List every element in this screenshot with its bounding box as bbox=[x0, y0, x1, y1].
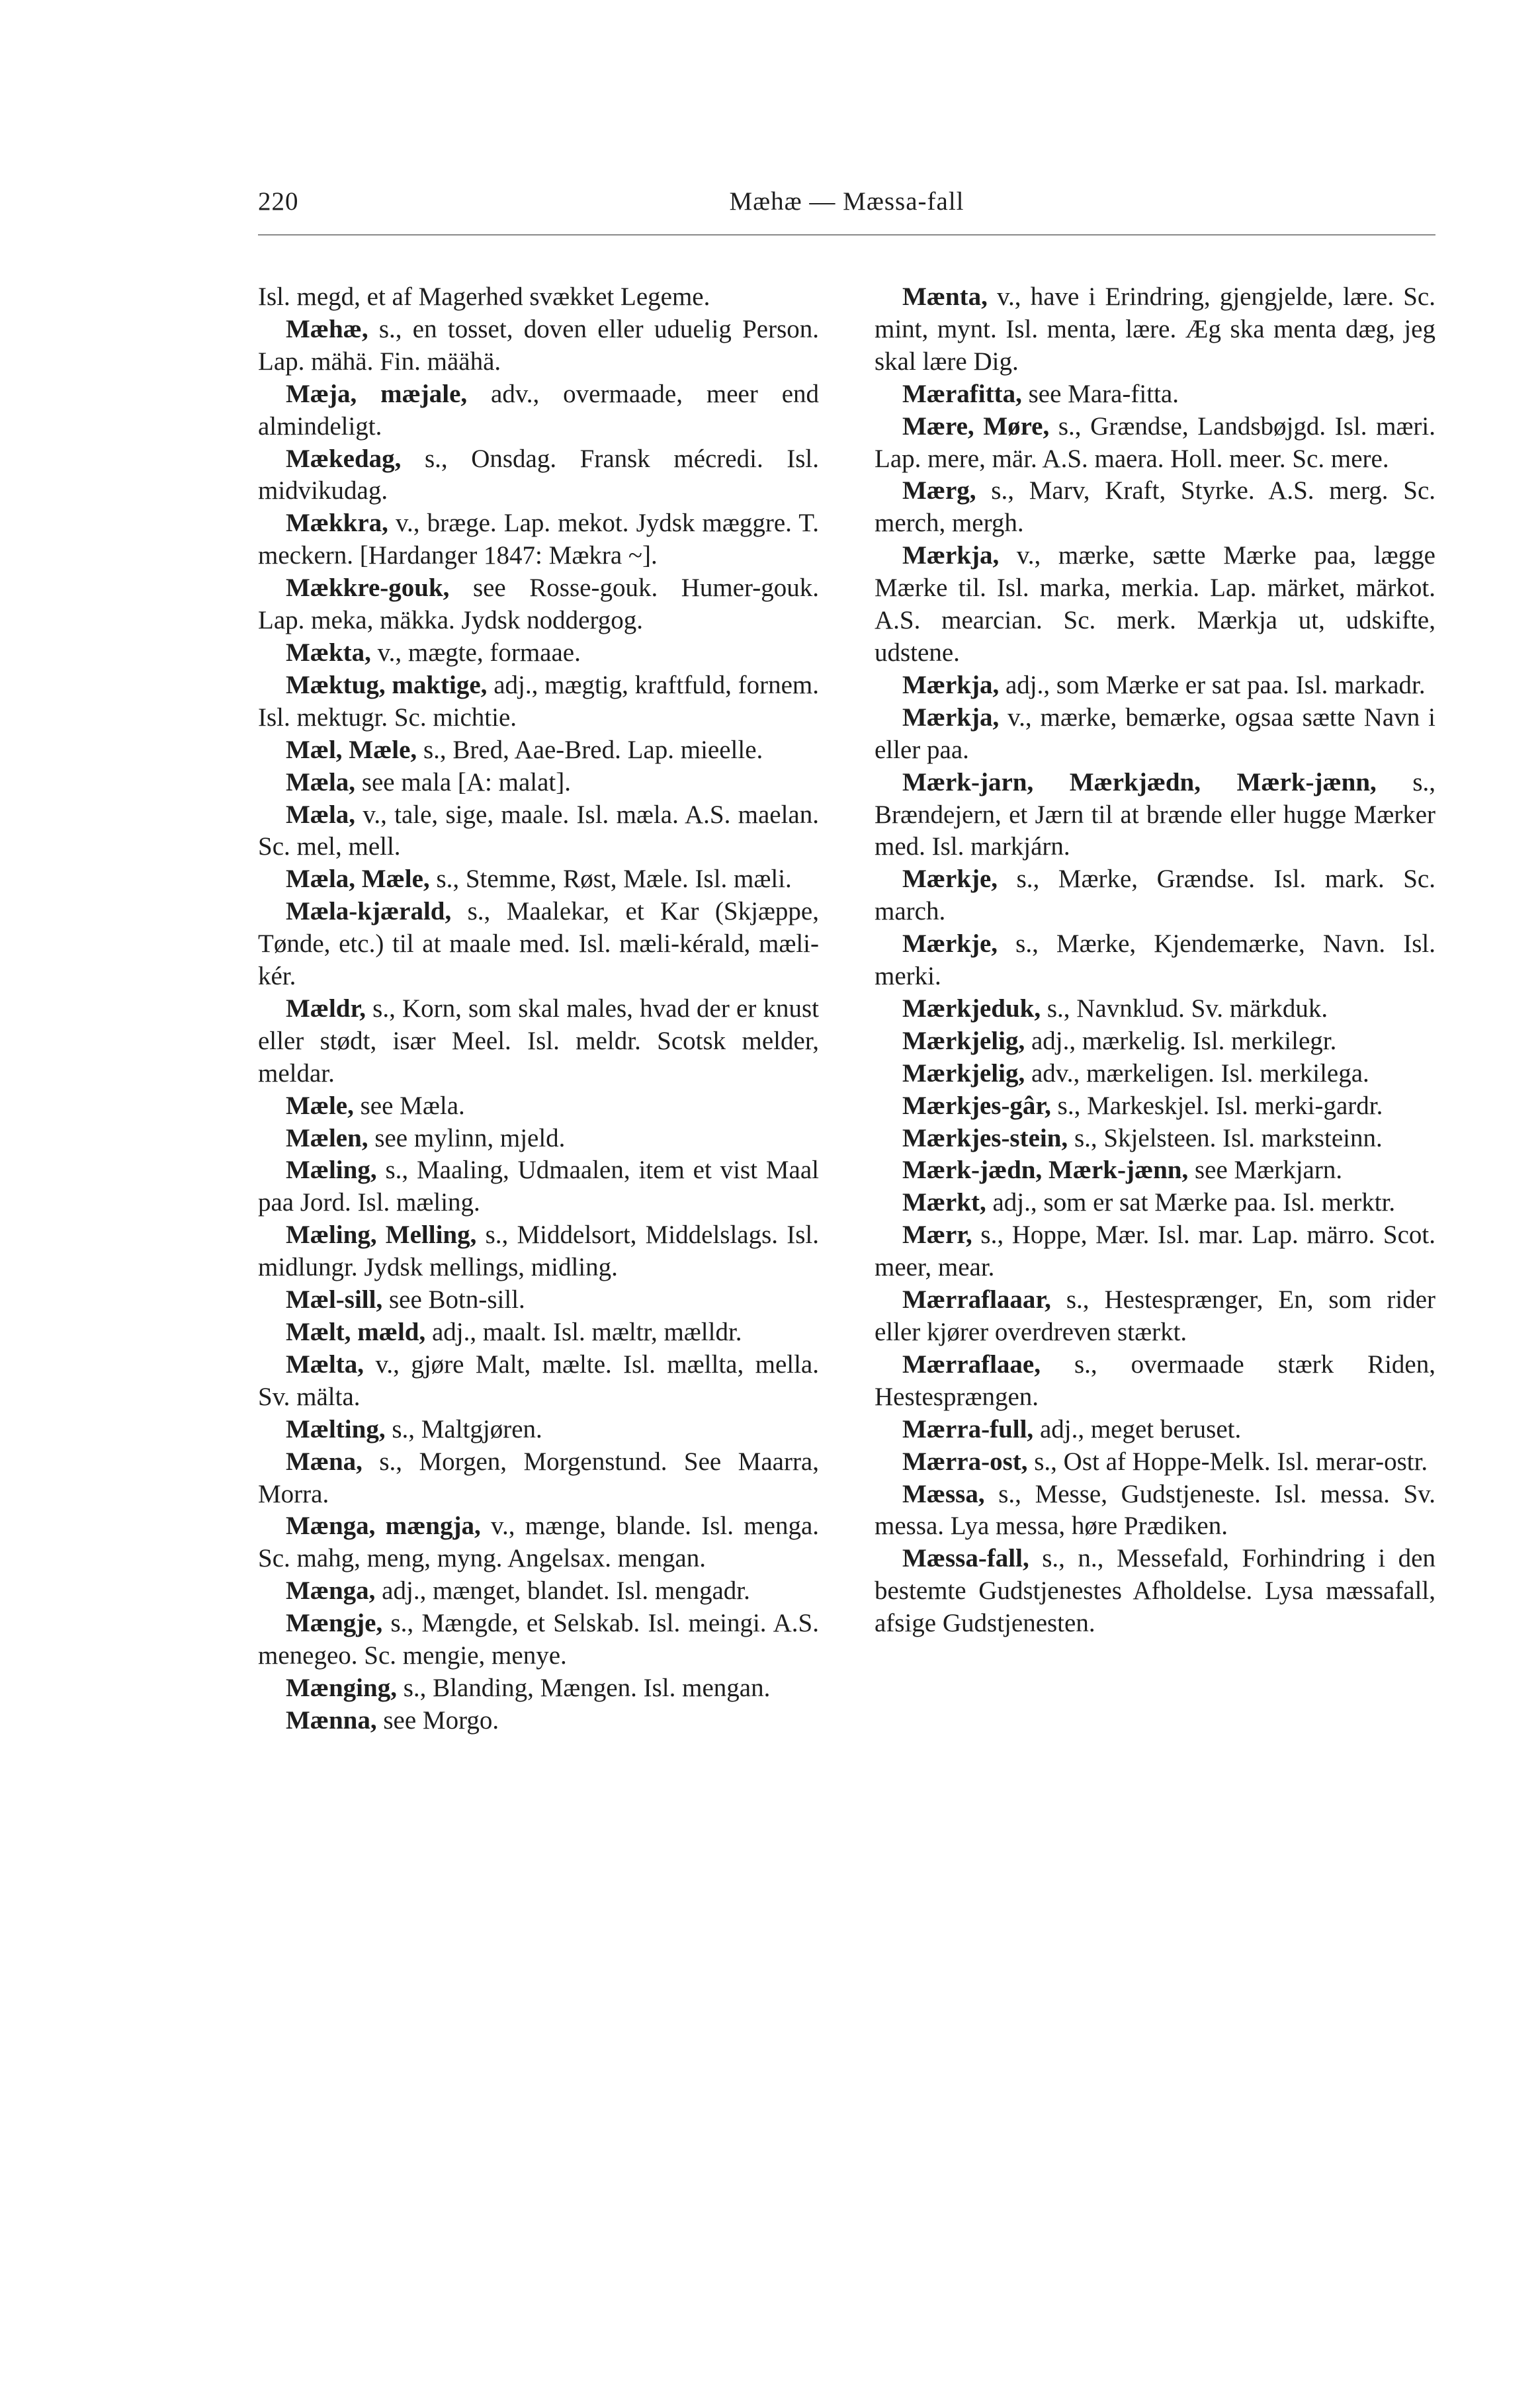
entry-text: v., mægte, formaae. bbox=[370, 638, 581, 667]
entry-text: v., gjøre Malt, mælte. Isl. mællta, mella. Sv. mälta. bbox=[258, 1350, 826, 1411]
dictionary-entry bbox=[875, 1219, 1442, 1284]
entry-text: adj., mægtig, kraftfuld, fornem. Isl. mektugr. Sc. michtie. bbox=[258, 670, 826, 732]
entry-headword: Mærk-jædn, Mærk-jænn, bbox=[902, 1156, 1189, 1185]
entry-headword: Mæssa-fall, bbox=[902, 1544, 1029, 1573]
entry-headword: Mækkre-gouk, bbox=[286, 574, 450, 603]
entry-text: s., Brændejern, et Jærn til at brænde eller hugge Mærker med. Isl. markjárn. bbox=[875, 767, 1442, 861]
dictionary-entry bbox=[258, 637, 819, 669]
header-rule bbox=[258, 234, 1435, 236]
entry-headword: Mælen, bbox=[286, 1123, 368, 1152]
entry-headword: Mærkja, bbox=[902, 670, 1000, 699]
entry-headword: Mæla, bbox=[286, 800, 356, 829]
entry-text: s., Middelsort, Middelslags. Isl. midlungr. Jydsk mellings, midling. bbox=[258, 1221, 826, 1282]
entry-text: s., Marv, Kraft, Styrke. A.S. merg. Sc. merch, mergh. bbox=[875, 476, 1442, 538]
entry-text: see Rosse-gouk. Humer-gouk. Lap. meka, mäkka. Jydsk noddergog. bbox=[258, 574, 826, 635]
dictionary-entry bbox=[875, 928, 1442, 993]
entry-headword: Mænga, bbox=[286, 1576, 376, 1606]
entry-text: v., mænge, blande. Isl. menga. Sc. mahg, meng, myng. Angelsax. mengan. bbox=[258, 1512, 826, 1573]
entry-text: adj., mænget, blandet. Isl. mengadr. bbox=[375, 1576, 750, 1606]
entry-headword: Mælting, bbox=[286, 1414, 386, 1443]
entry-headword: Mæling, Melling, bbox=[286, 1221, 477, 1250]
entry-text: s., Stemme, Røst, Mæle. Isl. mæli. bbox=[429, 865, 792, 894]
entry-text: see mala [A: malat]. bbox=[355, 767, 572, 796]
dictionary-entry bbox=[258, 734, 819, 767]
entry-headword: Mærraflaaar, bbox=[902, 1285, 1051, 1314]
entry-headword: Mæla, bbox=[286, 767, 356, 796]
dictionary-entry bbox=[258, 314, 826, 378]
entry-headword: Mæla-kjærald, bbox=[286, 897, 452, 926]
dictionary-entry bbox=[258, 1672, 819, 1705]
dictionary-entry bbox=[875, 281, 1442, 378]
entry-text: v., tale, sige, maale. Isl. mæla. A.S. maelan. Sc. mel, mell. bbox=[258, 800, 826, 861]
entry-headword: Mærkja, bbox=[902, 541, 1000, 570]
entry-headword: Mænging, bbox=[286, 1673, 397, 1702]
entry-text: s., Skjelsteen. Isl. marksteinn. bbox=[1068, 1123, 1383, 1152]
entry-headword: Mærkja, bbox=[902, 703, 1000, 732]
entry-text: see Mærkjarn. bbox=[1188, 1156, 1343, 1185]
dictionary-entry bbox=[875, 1123, 1435, 1155]
dictionary-entry bbox=[258, 1219, 826, 1284]
entry-headword: Mærk-jarn, Mærkjædn, Mærk-jænn, bbox=[902, 767, 1377, 796]
entry-headword: Mærkje, bbox=[902, 865, 998, 894]
entry-headword: Mærg, bbox=[902, 476, 976, 505]
left-column bbox=[258, 281, 826, 1737]
entry-text: s., Maltgjøren. bbox=[385, 1414, 542, 1443]
entry-text: s., overmaade stærk Riden, Hestesprængen. bbox=[875, 1350, 1442, 1411]
entry-text: adj., som er sat Mærke paa. Isl. merktr. bbox=[986, 1188, 1396, 1217]
entry-headword: Mæhæ, bbox=[286, 314, 368, 343]
dictionary-entry bbox=[875, 1543, 1442, 1640]
entry-headword: Mænga, mængja, bbox=[286, 1512, 481, 1541]
dictionary-entry bbox=[875, 1187, 1435, 1219]
dictionary-entry bbox=[875, 540, 1442, 669]
entry-text: see Mæla. bbox=[353, 1091, 465, 1120]
dictionary-entry bbox=[258, 572, 826, 637]
entry-headword: Mæja, mæjale, bbox=[286, 379, 468, 408]
entry-headword: Mæna, bbox=[286, 1447, 363, 1476]
dictionary-entry bbox=[258, 1510, 826, 1575]
entry-headword: Mærra-full, bbox=[902, 1414, 1034, 1443]
dictionary-entry bbox=[258, 281, 819, 314]
entry-text: s., Mængde, et Selskab. Isl. meingi. A.S. menegeo. Sc. mengie, menye. bbox=[258, 1609, 826, 1670]
dictionary-entry bbox=[875, 1025, 1435, 1058]
dictionary-entry bbox=[258, 669, 826, 734]
entry-headword: Mæktug, maktige, bbox=[286, 670, 488, 699]
entry-text: see mylinn, mjeld. bbox=[368, 1123, 566, 1152]
entry-headword: Mækedag, bbox=[286, 444, 402, 473]
dictionary-entry bbox=[258, 1705, 819, 1737]
entry-text: s., Maalekar, et Kar (Skjæppe, Tønde, etc.) til at maale med. Isl. mæli-kérald, mæli-kér. bbox=[258, 897, 826, 991]
dictionary-entry bbox=[875, 378, 1435, 411]
dictionary-entry bbox=[875, 1090, 1435, 1123]
page-number: 220 bbox=[258, 187, 299, 216]
entry-text: s., Bred, Aae-Bred. Lap. mieelle. bbox=[417, 735, 763, 764]
entry-headword: Mælta, bbox=[286, 1350, 364, 1379]
entry-headword: Mæl-sill, bbox=[286, 1285, 383, 1314]
dictionary-entry bbox=[258, 896, 826, 993]
entry-headword: Mæla, Mæle, bbox=[286, 865, 430, 894]
page-header bbox=[258, 187, 1435, 225]
dictionary-entry bbox=[875, 702, 1442, 767]
entry-headword: Mænta, bbox=[902, 282, 988, 311]
entry-text: s., Messe, Gudstjeneste. Isl. messa. Sv. messa. Lya messa, høre Prædiken. bbox=[875, 1479, 1442, 1541]
dictionary-entry bbox=[258, 1414, 819, 1446]
entry-headword: Mærkjes-stein, bbox=[902, 1123, 1068, 1152]
dictionary-entry bbox=[875, 669, 1435, 702]
dictionary-entry bbox=[875, 475, 1442, 540]
entry-text: s., Ost af Hoppe-Melk. Isl. merar-ostr. bbox=[1027, 1447, 1428, 1476]
dictionary-entry bbox=[258, 1316, 819, 1349]
entry-headword: Mænna, bbox=[286, 1705, 377, 1735]
entry-text: s., Onsdag. Fransk mécredi. Isl. midvikudag. bbox=[258, 444, 826, 505]
dictionary-entry bbox=[258, 863, 819, 896]
dictionary-entry bbox=[258, 1446, 826, 1511]
dictionary-entry bbox=[258, 1608, 826, 1672]
dictionary-entry bbox=[875, 767, 1442, 864]
entry-text: v., mærke, sætte Mærke paa, lægge Mærke til. Isl. marka, merkia. Lap. märket, märkot. A.S. mearcian. Sc. merk. Mærkja ut, udskifte, udstene. bbox=[875, 541, 1442, 667]
dictionary-entry bbox=[875, 1349, 1442, 1414]
dictionary-entry bbox=[875, 863, 1442, 928]
entry-text: s., Markeskjel. Isl. merki-gardr. bbox=[1050, 1091, 1383, 1120]
entry-text: adj., meget beruset. bbox=[1033, 1414, 1242, 1443]
entry-text: adj., mærkelig. Isl. merkilegr. bbox=[1025, 1026, 1337, 1055]
entry-headword: Mærafitta, bbox=[902, 379, 1022, 408]
dictionary-entry bbox=[258, 1154, 826, 1219]
entry-headword: Mækkra, bbox=[286, 509, 388, 538]
dictionary-entry bbox=[875, 1154, 1435, 1187]
entry-text: v., have i Erindring, gjengjelde, lære. Sc. mint, mynt. Isl. menta, lære. Æg ska menta dæg, jeg skal lære Dig. bbox=[875, 282, 1442, 376]
entry-headword: Mærkjes-gâr, bbox=[902, 1091, 1051, 1120]
entry-headword: Mære, Møre, bbox=[902, 411, 1050, 441]
dictionary-entry bbox=[258, 1575, 819, 1608]
entry-text: s., en tosset, doven eller uduelig Person. Lap. mähä. Fin. määhä. bbox=[258, 314, 826, 376]
entry-headword: Mængje, bbox=[286, 1609, 383, 1638]
dictionary-entry bbox=[875, 1414, 1435, 1446]
dictionary-entry bbox=[258, 1090, 819, 1123]
dictionary-entry bbox=[258, 1123, 819, 1155]
entry-headword: Mæssa, bbox=[902, 1479, 985, 1508]
right-column bbox=[875, 281, 1442, 1640]
entry-headword: Mærkjelig, bbox=[902, 1026, 1025, 1055]
entry-text: adj., som Mærke er sat paa. Isl. markadr. bbox=[999, 670, 1426, 699]
entry-text: see Mara-fitta. bbox=[1021, 379, 1179, 408]
entry-headword: Mæling, bbox=[286, 1156, 377, 1185]
entry-headword: Mærkt, bbox=[902, 1188, 986, 1217]
entry-headword: Mælt, mæld, bbox=[286, 1318, 426, 1346]
entry-headword: Mækta, bbox=[286, 638, 371, 667]
dictionary-entry bbox=[258, 507, 826, 572]
entry-text: s., Hestesprænger, En, som rider eller kjører overdreven stærkt. bbox=[875, 1285, 1442, 1346]
entry-text: v., bræge. Lap. mekot. Jydsk mæggre. T. meckern. [Hardanger 1847: Mækra ~]. bbox=[258, 509, 826, 570]
entry-text: s., Hoppe, Mær. Isl. mar. Lap. märro. Scot. meer, mear. bbox=[875, 1221, 1442, 1282]
dictionary-entry bbox=[875, 1058, 1435, 1090]
dictionary-entry bbox=[258, 378, 826, 443]
entry-text: s., n., Messefald, Forhindring i den bestemte Gudstjenestes Afholdelse. Lysa mæssafall, afsige Gudstjenesten. bbox=[875, 1544, 1442, 1638]
dictionary-entry bbox=[258, 993, 826, 1090]
entry-text: s., Mærke, Kjendemærke, Navn. Isl. merki. bbox=[875, 929, 1442, 991]
entry-text: adv., mærkeligen. Isl. merkilega. bbox=[1025, 1058, 1369, 1088]
entry-text: s., Morgen, Morgenstund. See Maarra, Morra. bbox=[258, 1447, 826, 1508]
dictionary-entry bbox=[875, 993, 1435, 1025]
entry-text: see Morgo. bbox=[376, 1705, 499, 1735]
dictionary-entry bbox=[258, 799, 826, 864]
entry-headword: Mærkje, bbox=[902, 929, 998, 959]
entry-text: s., Maaling, Udmaalen, item et vist Maal paa Jord. Isl. mæling. bbox=[258, 1156, 826, 1217]
dictionary-entry bbox=[258, 1284, 819, 1316]
dictionary-entry bbox=[258, 767, 819, 799]
dictionary-entry bbox=[875, 1284, 1442, 1349]
entry-headword: Mærra-ost, bbox=[902, 1447, 1028, 1476]
entry-text: s., Korn, som skal males, hvad der er knust eller stødt, især Meel. Isl. meldr. Scotsk melder, meldar. bbox=[258, 994, 826, 1088]
dictionary-entry bbox=[875, 1446, 1435, 1479]
entry-headword: Mærkjelig, bbox=[902, 1058, 1025, 1088]
entry-text: adj., maalt. Isl. mæltr, mælldr. bbox=[425, 1318, 742, 1346]
running-head: Mæhæ — Mæssa-fall bbox=[729, 187, 964, 216]
entry-text: s., Mærke, Grændse. Isl. mark. Sc. march. bbox=[875, 865, 1442, 926]
entry-text: Isl. megd, et af Magerhed svækket Legeme. bbox=[258, 282, 710, 311]
entry-headword: Mæle, bbox=[286, 1091, 354, 1120]
entry-headword: Mærkjeduk, bbox=[902, 994, 1041, 1023]
dictionary-entry bbox=[875, 411, 1442, 476]
dictionary-entry bbox=[875, 1479, 1442, 1543]
entry-text: adv., overmaade, meer end almindeligt. bbox=[258, 379, 826, 441]
entry-text: s., Grændse, Landsbøjgd. Isl. mæri. Lap. mere, mär. A.S. maera. Holl. meer. Sc. mere. bbox=[875, 411, 1442, 473]
dictionary-entry bbox=[258, 1349, 826, 1414]
entry-headword: Mæl, Mæle, bbox=[286, 735, 417, 764]
entry-text: s., Blanding, Mængen. Isl. mengan. bbox=[396, 1673, 771, 1702]
entry-headword: Mældr, bbox=[286, 994, 366, 1023]
entry-text: s., Navnklud. Sv. märkduk. bbox=[1041, 994, 1328, 1023]
entry-text: see Botn-sill. bbox=[382, 1285, 525, 1314]
dictionary-entry bbox=[258, 443, 826, 508]
entry-text: v., mærke, bemærke, ogsaa sætte Navn i eller paa. bbox=[875, 703, 1442, 764]
entry-headword: Mærr, bbox=[902, 1221, 972, 1250]
entry-headword: Mærraflaae, bbox=[902, 1350, 1041, 1379]
